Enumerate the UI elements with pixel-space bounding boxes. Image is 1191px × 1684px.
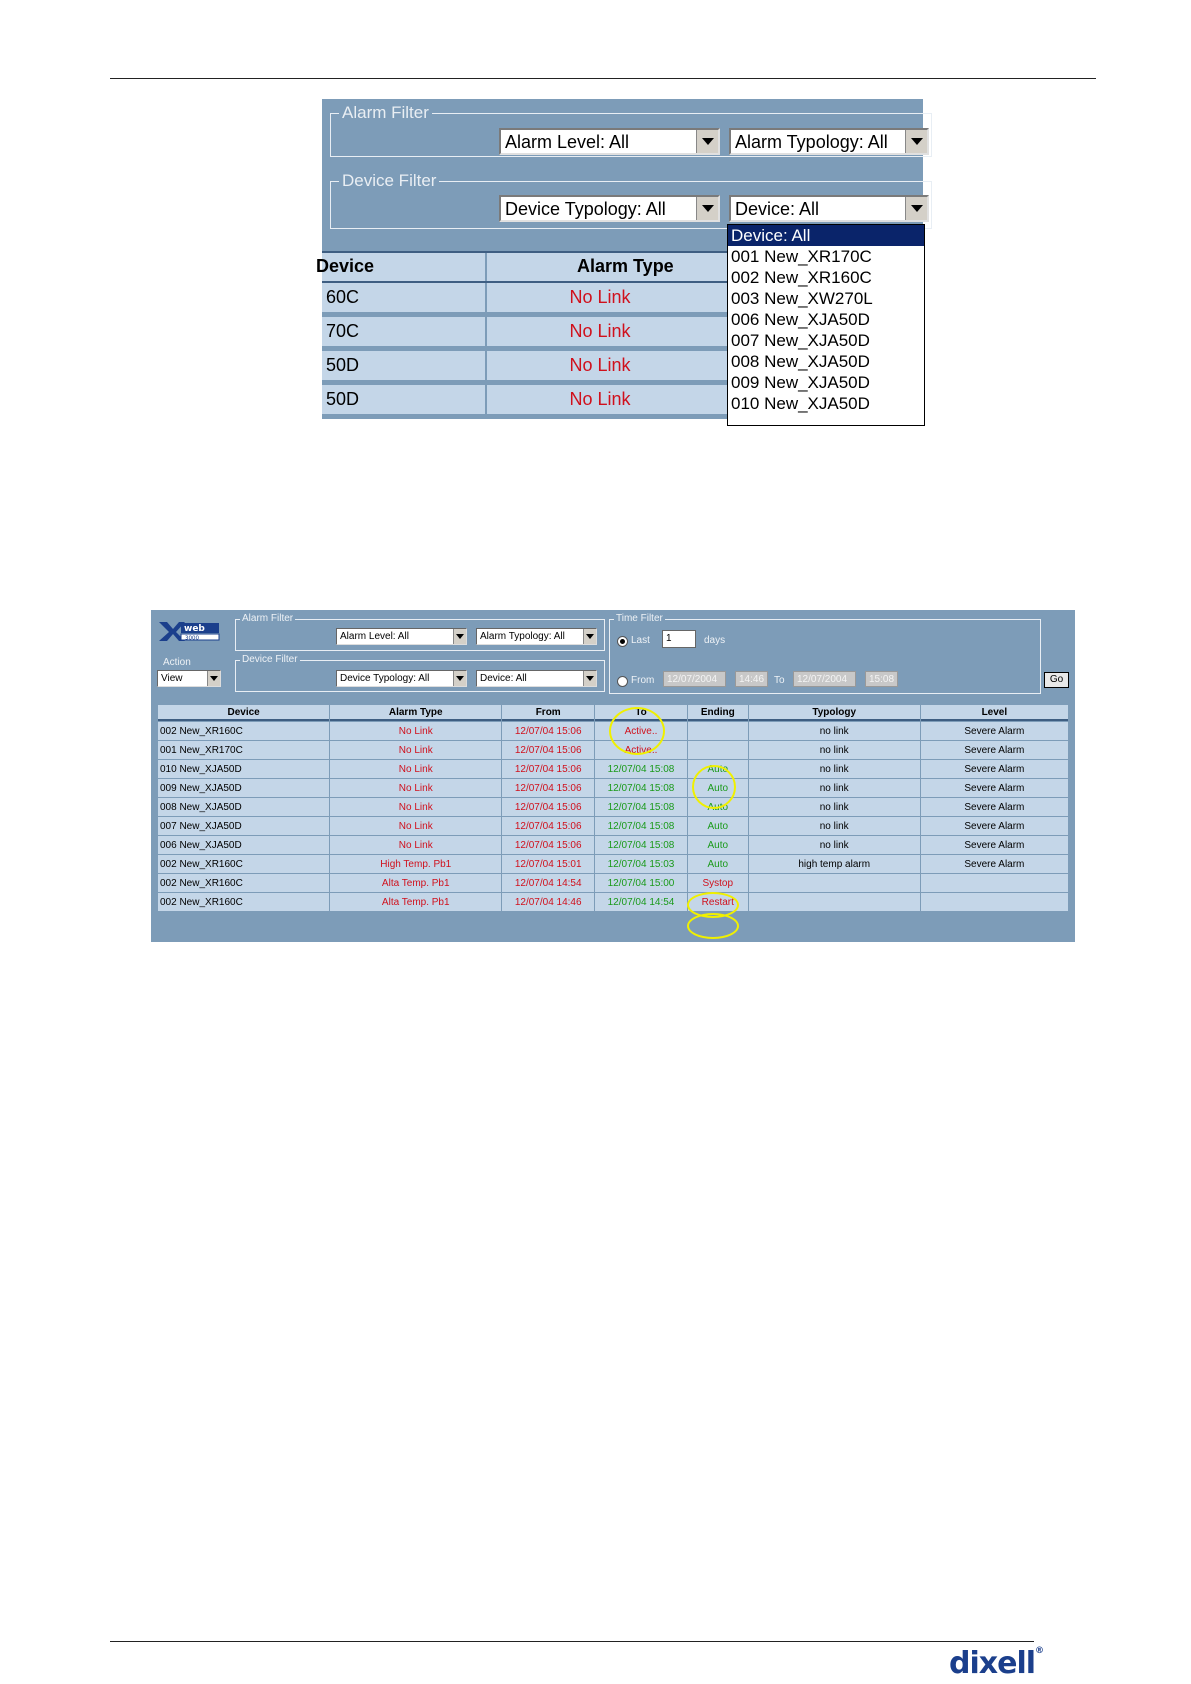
chevron-down-icon[interactable] [207, 671, 220, 686]
column-header-device: Device [316, 256, 375, 276]
column-header-alarm-type: Alarm Type [577, 256, 674, 276]
chevron-down-icon[interactable] [583, 671, 596, 686]
xweb-logo [157, 620, 221, 640]
alarm-level-select[interactable]: Alarm Level: All [336, 628, 467, 645]
time-filter-legend: Time Filter [616, 613, 663, 624]
chevron-down-icon[interactable] [583, 629, 596, 644]
dixell-logo: dixell® [949, 1646, 1045, 1681]
table-row[interactable]: 002 New_XR160C No Link 12/07/04 15:06 Active.. no link Severe Alarm [158, 722, 1068, 740]
last-radio[interactable] [617, 636, 628, 647]
table-row[interactable]: 010 New_XJA50D No Link 12/07/04 15:06 12/07/04 15:08 Auto no link Severe Alarm [158, 760, 1068, 778]
alarm-filter-zoom-screenshot [316, 99, 923, 419]
device-dropdown-list[interactable] [727, 224, 925, 426]
column-separator [485, 253, 487, 281]
chevron-down-icon[interactable] [696, 197, 718, 220]
chevron-down-icon[interactable] [905, 130, 927, 153]
column-header-level[interactable]: Level [921, 705, 1068, 721]
column-header-to[interactable]: To [595, 705, 687, 721]
alarm-filter-legend: Alarm Filter [242, 613, 294, 624]
chevron-down-icon[interactable] [453, 671, 466, 686]
from-radio[interactable] [617, 676, 628, 687]
highlight-circle-active [609, 707, 665, 755]
header-rule [110, 78, 1096, 79]
table-row[interactable]: 70C No Link [322, 317, 923, 349]
table-row[interactable]: 008 New_XJA50D No Link 12/07/04 15:06 12/07/04 15:08 Auto no link Severe Alarm [158, 798, 1068, 816]
chevron-down-icon[interactable] [453, 629, 466, 644]
table-row[interactable]: 007 New_XJA50D No Link 12/07/04 15:06 12/07/04 15:08 Auto no link Severe Alarm [158, 817, 1068, 835]
table-row[interactable]: 002 New_XR160C Alta Temp. Pb1 12/07/04 14:54 12/07/04 15:00 Systop [158, 874, 1068, 892]
column-header-alarm-type[interactable]: Alarm Type [330, 705, 501, 721]
table-row[interactable]: 006 New_XJA50D No Link 12/07/04 15:06 12/07/04 15:08 Auto no link Severe Alarm [158, 836, 1068, 854]
column-header-typology[interactable]: Typology [749, 705, 920, 721]
dropdown-option[interactable]: Device: All [728, 225, 924, 246]
dropdown-option[interactable]: 003 New_XW270L [731, 289, 873, 308]
highlight-circle-auto [692, 765, 736, 809]
alarm-list-screenshot [151, 610, 1075, 942]
table-row[interactable]: 50D No Link [322, 385, 923, 417]
device-filter-legend: Device Filter [339, 171, 439, 191]
table-row[interactable]: 50D No Link [322, 351, 923, 383]
alarm-typology-select[interactable]: Alarm Typology: All [729, 128, 929, 155]
table-row[interactable]: 002 New_XR160C Alta Temp. Pb1 12/07/04 14:46 12/07/04 14:54 Restart [158, 893, 1068, 911]
table-row[interactable]: 002 New_XR160C High Temp. Pb1 12/07/04 15:01 12/07/04 15:03 Auto high temp alarm Severe Alarm [158, 855, 1068, 873]
column-header-device[interactable]: Device [158, 705, 329, 721]
dropdown-option[interactable]: 009 New_XJA50D [731, 373, 870, 392]
chevron-down-icon[interactable] [696, 130, 718, 153]
go-button[interactable]: Go [1044, 672, 1069, 688]
dropdown-option[interactable]: 010 New_XJA50D [731, 394, 870, 413]
chevron-down-icon[interactable] [905, 197, 927, 220]
table-row[interactable]: 001 New_XR170C No Link 12/07/04 15:06 Active.. no link Severe Alarm [158, 741, 1068, 759]
from-date-input[interactable]: 12/07/2004 [663, 671, 726, 687]
device-filter-legend: Device Filter [242, 654, 298, 665]
days-label: days [704, 635, 726, 646]
to-time-input[interactable]: 15:08 [865, 671, 898, 687]
footer-rule [110, 1641, 1034, 1642]
svg-text:web: web [184, 624, 205, 634]
column-header-ending[interactable]: Ending [688, 705, 748, 721]
last-label: Last [631, 635, 650, 646]
action-label: Action [163, 657, 191, 668]
to-label: To [774, 675, 785, 686]
device-typology-select[interactable]: Device Typology: All [336, 670, 467, 687]
device-select[interactable]: Device: All [729, 195, 929, 222]
dropdown-option[interactable]: 008 New_XJA50D [731, 352, 870, 371]
to-date-input[interactable]: 12/07/2004 [793, 671, 856, 687]
highlight-circle-restart [687, 913, 739, 939]
column-header-from[interactable]: From [502, 705, 594, 721]
table-row[interactable]: 009 New_XJA50D No Link 12/07/04 15:06 12/07/04 15:08 Auto no link Severe Alarm [158, 779, 1068, 797]
alarm-level-select[interactable]: Alarm Level: All [499, 128, 720, 155]
device-select[interactable]: Device: All [476, 670, 597, 687]
device-typology-select[interactable]: Device Typology: All [499, 195, 720, 222]
xweb-logo-icon [157, 620, 221, 642]
dropdown-option[interactable]: 006 New_XJA50D [731, 310, 870, 329]
alarm-filter-legend: Alarm Filter [339, 103, 432, 123]
dropdown-option[interactable]: 002 New_XR160C [731, 268, 872, 287]
last-input[interactable]: 1 [662, 630, 696, 648]
action-select[interactable]: View [157, 670, 221, 687]
alarm-typology-select[interactable]: Alarm Typology: All [476, 628, 597, 645]
dropdown-option[interactable]: 001 New_XR170C [731, 247, 872, 266]
svg-text:3000: 3000 [185, 635, 199, 642]
from-label: From [631, 675, 655, 686]
dropdown-option[interactable]: 007 New_XJA50D [731, 331, 870, 350]
table-row[interactable]: 60C No Link [322, 283, 923, 315]
from-time-input[interactable]: 14:46 [735, 671, 768, 687]
